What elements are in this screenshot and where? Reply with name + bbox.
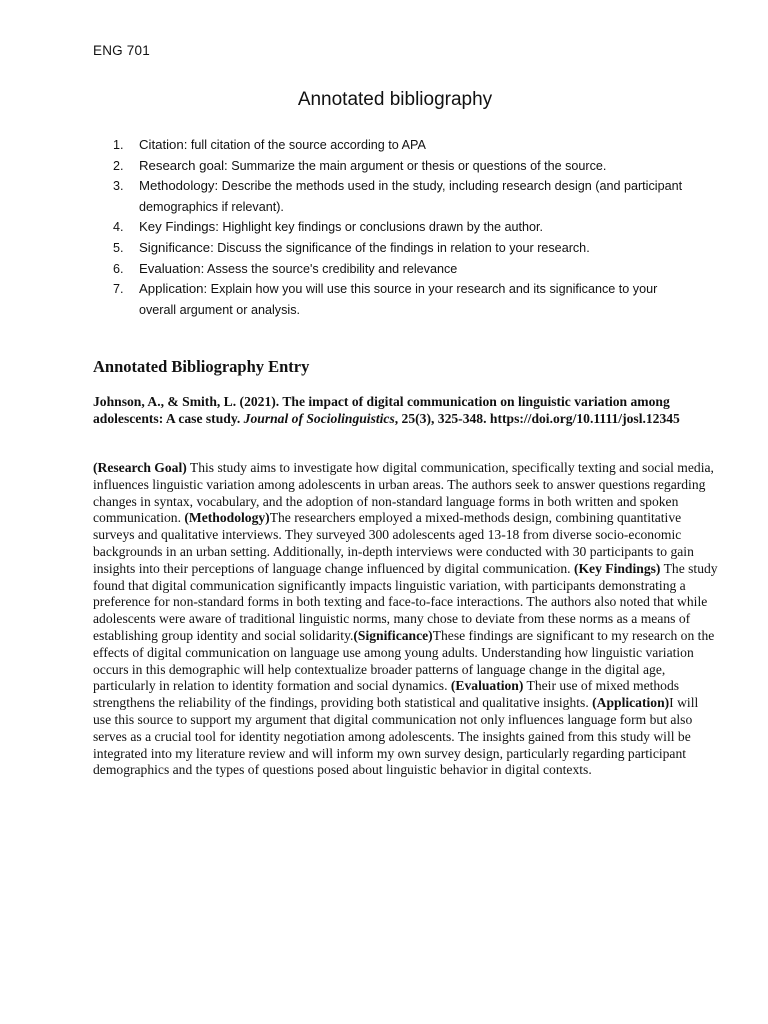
criteria-text: Assess the source's credibility and relevance [204, 261, 458, 276]
criteria-item-methodology [113, 176, 693, 217]
journal-name: Journal of Sociolinguistics [243, 411, 395, 426]
criteria-label: Evaluation: [139, 260, 205, 276]
document-title: Annotated bibliography [297, 89, 493, 110]
annotation-label-application: (Application) [592, 695, 670, 711]
criteria-text: Discuss the significance of the findings in relation to your research. [213, 240, 590, 255]
annotation-text-research-goal: This study aims to investigate how digital communication, specifically texting and social media, influences linguistic variation among adolescents in urban areas. The authors seek to answer questions regarding changes in syntax, vocabulary, and the adoption of non-standard language forms in both written and spoken communication. [93, 460, 714, 526]
annotation-text-evaluation: Their use of mixed methods strengthens the reliability of the findings, providing both statistical and qualitative insights. [93, 678, 680, 711]
annotation-text-significance: These findings are significant to my research on the effects of digital communication on language use among young adults. Understanding how linguistic variation occurs in this demographic will help contextualize broader patterns of language change in the digital age, particularly in relation to identity formation and social dynamics. [93, 627, 715, 694]
criteria-label: Key Findings: [139, 219, 219, 235]
annotation-label-significance: (Significance) [353, 627, 433, 643]
item-number: 4. [113, 220, 124, 235]
item-number: 7. [113, 282, 124, 297]
annotation-label-methodology: (Methodology) [184, 510, 270, 526]
item-number: 6. [113, 261, 124, 276]
entry-heading: Annotated Bibliography Entry [93, 357, 310, 376]
criteria-label: Significance: [139, 239, 214, 255]
criteria-label: Citation: [139, 137, 188, 152]
criteria-item-citation [113, 135, 693, 156]
criteria-item-evaluation [113, 259, 693, 280]
item-number: 3. [113, 179, 124, 194]
criteria-item-application [113, 279, 693, 320]
apa-citation [93, 393, 683, 427]
annotation-paragraph [93, 460, 718, 779]
criteria-label: Methodology: [139, 178, 219, 194]
criteria-label: Research goal: [139, 157, 228, 173]
annotation-text-key-findings: The study found that digital communication significantly impacts linguistic variation, with participants demonstrating a preference for non-standard forms in both texting and face-to-face interactions. The authors also noted that while adolescents were aware of traditional linguistic norms, many chose to deviate from these norms as a means of establishing group identity and social solidarity. [93, 560, 718, 643]
criteria-text: Explain how you will use this source in your research and its significance to your overall argument or analysis. [139, 282, 658, 317]
criteria-text: Highlight key findings or conclusions drawn by the author. [218, 220, 544, 235]
item-number: 5. [113, 240, 124, 255]
annotation-label-evaluation: (Evaluation) [450, 678, 524, 694]
criteria-label: Application: [139, 281, 208, 297]
citation-authors-title: Johnson, A., & Smith, L. (2021). The impact of digital communication on linguistic variation among adolescents: A case study. [93, 394, 670, 426]
annotation-label-key-findings: (Key Findings) [573, 560, 661, 576]
item-number: 2. [113, 158, 124, 173]
criteria-text: Describe the methods used in the study, including research design (and participant demographics if relevant). [139, 179, 683, 214]
criteria-item-key-findings [113, 217, 693, 238]
criteria-list [113, 135, 693, 320]
criteria-text: full citation of the source according to APA [187, 138, 426, 152]
criteria-item-significance [113, 238, 693, 259]
citation-volume-doi: , 25(3), 325-348. https://doi.org/10.1111/josl.12345 [394, 411, 680, 426]
annotation-label-research-goal: (Research Goal) [93, 460, 187, 475]
annotation-text-methodology: The researchers employed a mixed-methods design, combining quantitative surveys and qualitative interviews. They surveyed 300 adolescents aged 13-18 from diverse socio-economic backgrounds in an urban setting. Additionally, in-depth interviews were conducted with 30 participants to gain insights into their perceptions of language change influenced by digital communication. [93, 510, 694, 576]
annotation-text-application: I will use this source to support my argument that digital communication not only influences language form but also serves as a crucial tool for identity negotiation among adolescents. The insights gained from this study will be integrated into my literature review and will inform my own survey design, particularly regarding participant demographics and the types of questions posed about linguistic behavior in digital contexts. [93, 695, 699, 778]
item-number: 1. [113, 138, 124, 152]
criteria-item-research-goal [113, 156, 693, 177]
course-code: ENG 701 [93, 43, 150, 58]
criteria-text: Summarize the main argument or thesis or questions of the source. [227, 158, 607, 173]
